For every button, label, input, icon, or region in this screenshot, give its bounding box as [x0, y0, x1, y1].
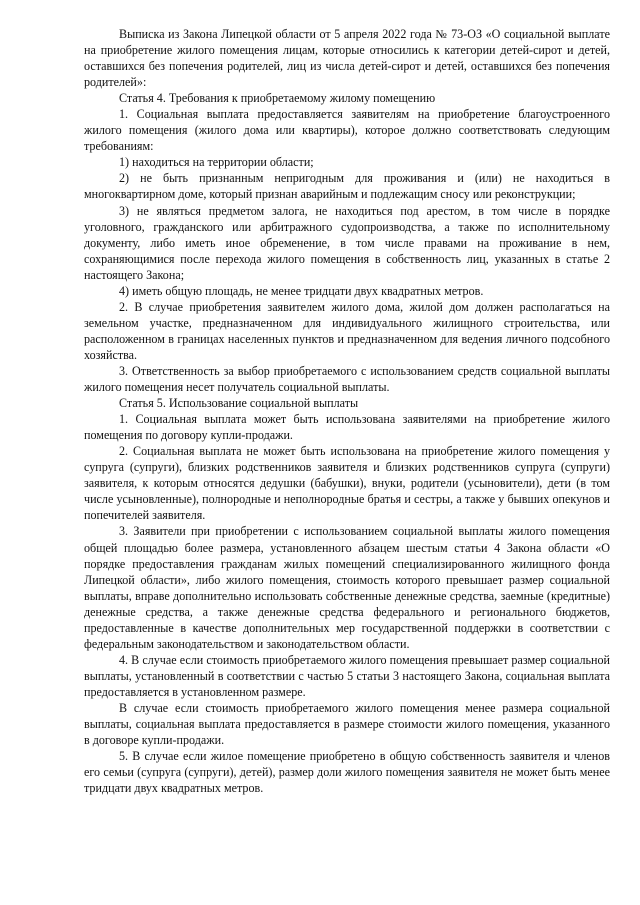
article-5-part-3: 3. Заявители при приобретении с использованием социальной выплаты жилого помещения общей площадью более размера, установленного абзацем шестым статьи 4 Закона области «О порядке предоставления гражданам жилых помещений специализированного жилищного фонда Липецкой области», либо жилого помещения, стоимость которого превышает размер социальной выплаты, вправе дополнительно использовать собственные денежные средства, заемные (кредитные) денежные средства, а также денежные средства федерального и регионального бюджетов, предоставленные в качестве дополнительных мер государственной поддержки в соответствии с федеральным законодательством и законодательством области. [84, 524, 610, 651]
intro-paragraph: Выписка из Закона Липецкой области от 5 апреля 2022 года № 73-ОЗ «О социальной выплате на приобретение жилого помещения лицам, которые относились к категории детей-сирот и детей, оставшихся без попечения родителей, лиц из числа детей-сирот и детей, оставшихся без попечения родителей»: [84, 27, 610, 90]
article-4-part-3: 3. Ответственность за выбор приобретаемого с использованием средств социальной выплаты жилого помещения несет получатель социальной выплаты. [84, 363, 610, 395]
article-5-part-4-second-paragraph: В случае если стоимость приобретаемого жилого помещения менее размера социальной выплаты, социальная выплата предоставляется в размере стоимости жилого помещения, указанного в договоре купли-продажи. [84, 700, 610, 748]
article-4-item-2: 2) не быть признанным непригодным для проживания и (или) не находиться в многоквартирном доме, который признан аварийным и подлежащим сносу или реконструкции; [84, 171, 610, 202]
article-4-part-1: 1. Социальная выплата предоставляется заявителям на приобретение благоустроенного жилого помещения (жилого дома или квартиры), которое должно соответствовать следующим требованиям: [84, 107, 610, 154]
article-5-part-4: 4. В случае если стоимость приобретаемого жилого помещения превышает размер социальной выплаты, установленный в соответствии с частью 5 статьи 3 настоящего Закона, социальная выплата предоставляется в установленном размере. [84, 652, 610, 699]
article-5-heading: Статья 5. Использование социальной выплаты [119, 396, 359, 411]
article-4-heading: Статья 4. Требования к приобретаемому жилому помещению [119, 91, 436, 106]
article-5-part-1: 1. Социальная выплата может быть использована заявителями на приобретение жилого помещения по договору купли-продажи. [84, 412, 610, 443]
article-4-item-3: 3) не являться предметом залога, не находиться под арестом, в том числе в порядке уголовного, гражданского или арбитражного судопроизводства, а также по исполнительному документу, либо иметь иное обременение, в том числе правами на проживание в нем, сохраняющимися после перехода жилого помещения в собственность лиц, указанных в статье 2 настоящего Закона; [84, 203, 610, 282]
article-5-part-5: 5. В случае если жилое помещение приобретено в общую собственность заявителя и членов его семьи (супруга (супруги), детей), размер доли жилого помещения заявителя не может быть менее тридцати двух квадратных метров. [84, 749, 610, 796]
article-4-part-2: 2. В случае приобретения заявителем жилого дома, жилой дом должен располагаться на земельном участке, предназначенном для индивидуального жилищного строительства, или расположенном в границах населенных пунктов и предназначенном для ведения личного подсобного хозяйства. [84, 299, 610, 362]
article-4-item-4: 4) иметь общую площадь, не менее тридцати двух квадратных метров. [119, 283, 484, 298]
document-page [84, 26, 610, 796]
article-5-part-2: 2. Социальная выплата не может быть использована на приобретение жилого помещения у супруга (супруги), близких родственников заявителя и близких родственников супруга (супруги) заявителя, к которым относятся дедушки (бабушки), внуки, родители (усыновители), дети (в том числе усыновленные), полнородные и неполнородные братья и сестры, а также у бывших опекунов и попечителей заявителя. [84, 444, 610, 523]
article-4-item-1: 1) находиться на территории области; [119, 155, 314, 170]
